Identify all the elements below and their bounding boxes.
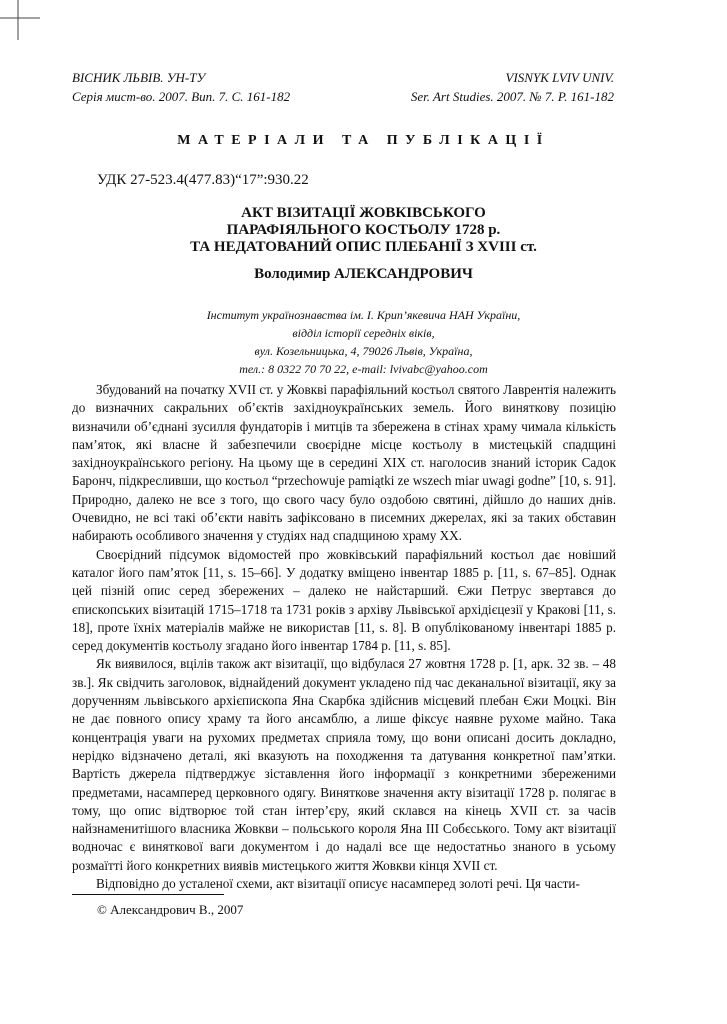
journal-series-ua: Серія мист-во. 2007. Вип. 7. С. 161-182 [72, 89, 291, 104]
journal-name-en: VISNYK LVIV UNIV. [505, 70, 614, 85]
author-name: Володимир АЛЕКСАНДРОВИЧ [254, 266, 473, 282]
journal-header-left [72, 68, 290, 106]
crop-mark-icon [0, 0, 40, 40]
section-heading: МАТЕРІАЛИ ТА ПУБЛІКАЦІЇ [177, 133, 550, 148]
body-paragraph: Збудований на початку XVII ст. у Жовкві парафіяльний костьол святого Лаврентія належить до визначних сакральних об’єктів західноукраїнських земель. Його виняткову позицію визначили об’єднані зусилля фундаторів і митців та збережена в стінах храму чимала кількість пам’яток, які власне й забезпечили своєрідне місце костьолу в мистецькій спадщині західноукраїнського регіону. На цьому ще в середині XIX ст. наголосив знаний історик Садок Баронч, підкресливши, що костьол “przechowuje pamiątki ze wszech miar uwagi godne” [10, s. 91]. Природно, далеко не все з того, що свого часу було оздобою святині, дійшло до наших днів. Очевидно, не всі такі об’єкти навіть зафіксовано в писемних джерелах, які за таких обставин набирають особливого значення у студіях над спадщиною храму XX. [72, 382, 616, 544]
article-body [72, 381, 616, 893]
journal-series-en: Ser. Art Studies. 2007. № 7. P. 161-182 [410, 89, 614, 104]
body-paragraph: Як виявилося, вцілів також акт візитації, що відбулася 27 жовтня 1728 р. [1, арк. 32 зв. – 48 зв.]. Як свідчить заголовок, віднайдений документ укладено під час деканальної візитації, яку за дорученням львівського архієпископа Яна Скарбка здійснив місцевий плебан Єжи Моцкі. Він не дає повного опису храму та його ансамблю, а лише фіксує наявне рухоме майно. Така концентрація уваги на рухомих предметах сприяла тому, що вони описані досить докладно, нерідко відзначено деталі, які вказують на походження та датування конкретної пам’ятки. Вартість джерела підтверджує зіставлення його інформації з конкретними збереженими предметами, насамперед церковного одягу. Виняткове значення акту візитації 1728 р. полягає в тому, що опис відтворює той стан інтер’єру, який склався на кінець XVII ст. за часів найзнаменитішого власника Жовкви – польського короля Яна III Собєського. Тому акт візитації водночас є виняткової ваги документом і до надалі все ще недостатньо знаного в усьому розмаїтті його конкретних виявів мистецького життя Жовкви кінця XVII ст. [72, 656, 616, 873]
title-line: ПАРАФІЯЛЬНОГО КОСТЬОЛУ 1728 р. [226, 222, 501, 238]
affiliation-line: вул. Козельницька, 4, 79026 Львів, Україна, [254, 344, 473, 358]
affiliation [0, 306, 727, 378]
udk-code: УДК 27-523.4(477.83)“17”:930.22 [97, 172, 309, 188]
article-title [0, 205, 727, 256]
body-paragraph: Своєрідний підсумок відомостей про жовківський парафіяльний костьол дає новіший каталог його пам’яток [11, s. 15–66]. У додатку вміщено інвентар 1885 р. [11, s. 67–85]. Однак цей пізній опис серед збережених – далеко не найстарший. Єжи Петрус звертався до єпископських візитацій 1715–1718 та 1731 років з архіву Львівської архідієцезії у Кракові [11, s. 18], проте їхніх матеріалів майже не використав [11, s. 8]. В опублікованому інвентарі 1885 р. серед документів костьолу згадано його інвентар 1784 р. [11, s. 85]. [72, 546, 616, 654]
affiliation-line: відділ історії середніх віків, [292, 326, 435, 340]
journal-name-ua: ВІСНИК ЛЬВІВ. УН-ТУ [72, 70, 206, 85]
body-paragraph: Відповідно до усталеної схеми, акт візитації описує насамперед золоті речі. Ця части- [96, 876, 580, 892]
affiliation-line: Інститут українознавства ім. І. Крип’якевича НАН України, [206, 308, 521, 322]
journal-header-right [411, 68, 614, 106]
footnote-divider [72, 894, 224, 895]
affiliation-line: тел.: 8 0322 70 70 22, e-mail: lvivabc@yahoo.com [239, 362, 488, 376]
title-line: ТА НЕДАТОВАНИЙ ОПИС ПЛЕБАНІЇ З XVIII ст. [190, 239, 537, 255]
copyright-footnote: © Александрович В., 2007 [97, 902, 244, 917]
title-line: АКТ ВІЗИТАЦІЇ ЖОВКІВСЬКОГО [241, 205, 486, 221]
